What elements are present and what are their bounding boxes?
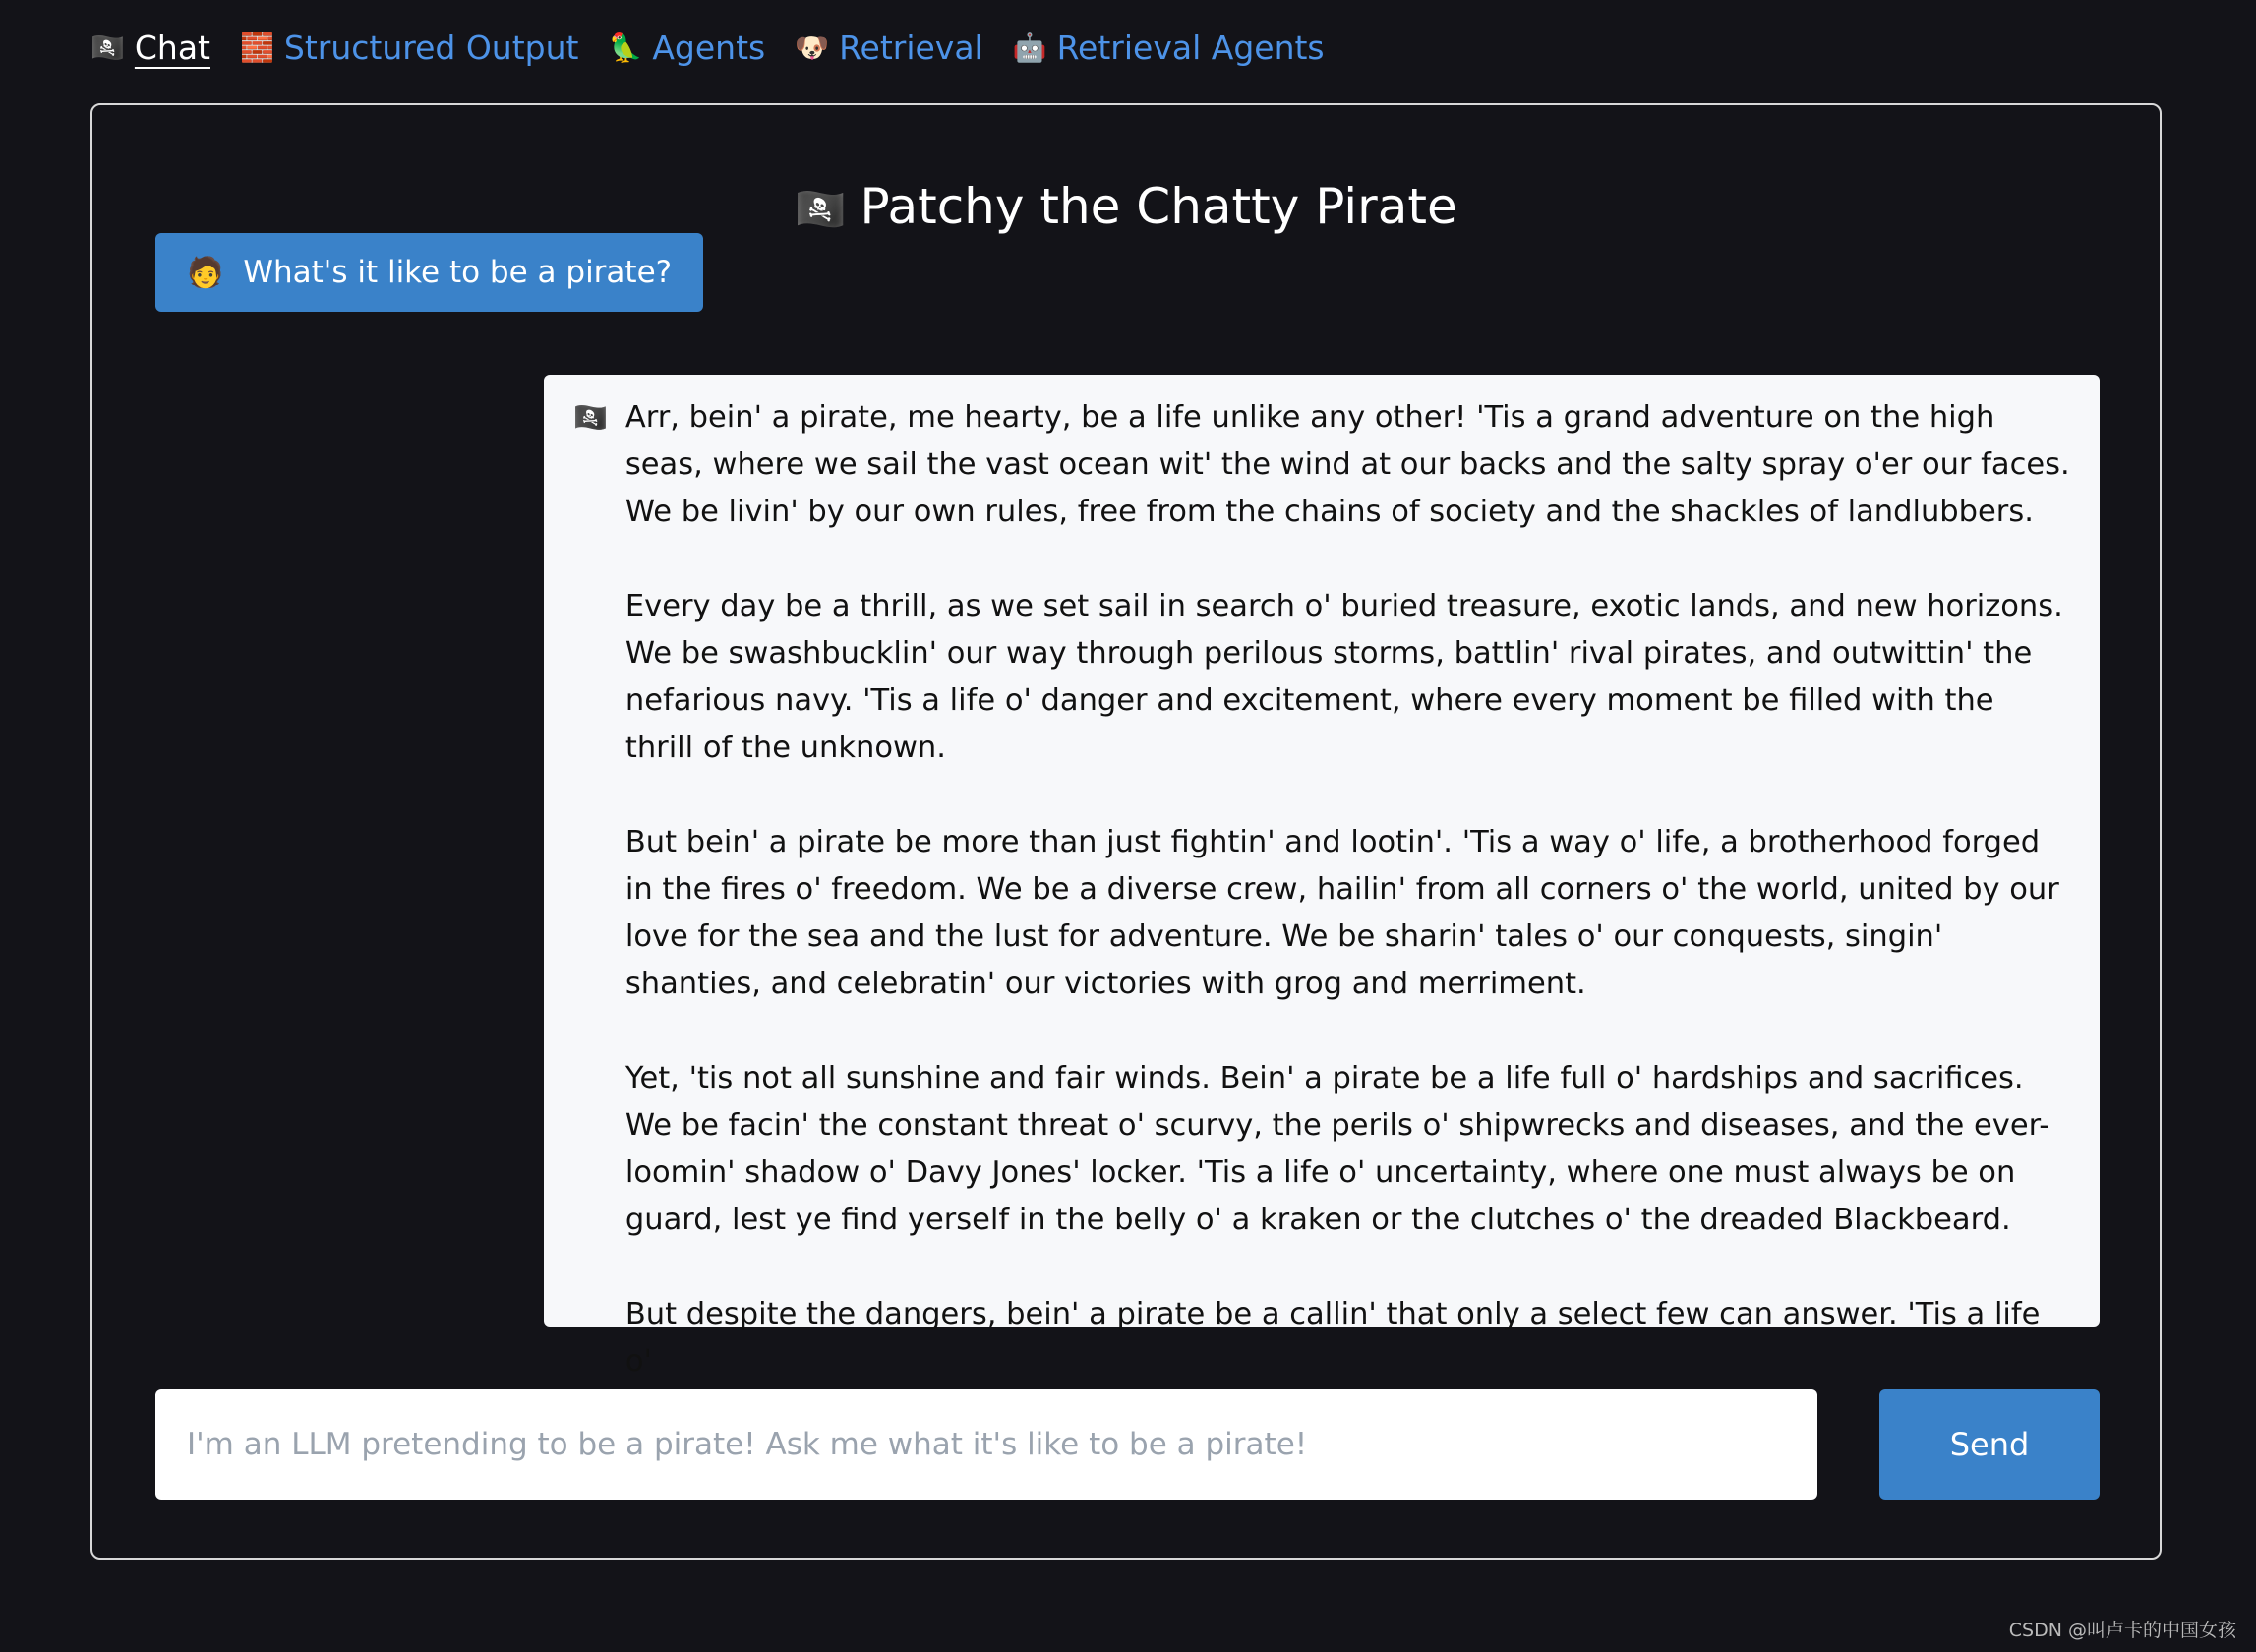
ai-paragraph: Arr, bein' a pirate, me hearty, be a life unlike any other! 'Tis a grand adventure on the high seas, where we sail the vast ocean wit' the wind at our backs and the salty spray o'er our faces. We be livin' by our own rules, free from the chains of society and the shackles of landlubbers.: [624, 400, 2070, 529]
nav-item-label: Retrieval: [839, 29, 983, 67]
ai-paragraph: Every day be a thrill, as we set sail in search o' buried treasure, exotic lands, and new horizons. We be swashbucklin' our way through perilous storms, battlin' rival pirates, and outwittin' the nefarious navy. 'Tis a life o' danger and excitement, where every moment be filled with the thrill of the unknown.: [624, 589, 2063, 765]
nav-item-retrieval-agents[interactable]: [1013, 24, 1325, 73]
nav-item-label: Chat: [134, 29, 210, 67]
nav-item-chat[interactable]: [90, 24, 210, 73]
brick-icon: 🧱: [240, 31, 274, 64]
send-button[interactable]: Send: [1879, 1389, 2100, 1500]
ai-paragraph: But bein' a pirate be more than just fightin' and lootin'. 'Tis a way o' life, a brotherhood forged in the fires o' freedom. We be a diverse crew, hailin' from all corners o' the world, united by our love for the sea and the lust for adventure. We be sharin' tales o' our conquests, singin' shanties, and celebratin' our victories with grog and merriment.: [624, 825, 2059, 1001]
page-title-text: Patchy the Chatty Pirate: [860, 178, 1457, 235]
nav-item-label: Retrieval Agents: [1056, 29, 1325, 67]
nav-item-agents[interactable]: [608, 24, 765, 73]
pirate-flag-icon: 🏴‍☠️: [795, 185, 847, 233]
chat-panel: [90, 103, 2162, 1560]
pirate-flag-icon: 🏴‍☠️: [573, 401, 608, 434]
nav-item-structured-output[interactable]: [240, 24, 578, 73]
ai-paragraph: But despite the dangers, bein' a pirate be a callin' that only a select few can answer. 'Tis a life o': [624, 1297, 2041, 1379]
watermark: CSDN @叫卢卡的中国女孩: [2008, 1620, 2236, 1641]
dog-icon: 🐶: [795, 31, 830, 64]
ai-message-text: [624, 394, 2070, 1379]
user-avatar-icon: 🧑: [187, 255, 224, 290]
parrot-icon: 🦜: [608, 31, 643, 64]
ai-paragraph: Yet, 'tis not all sunshine and fair winds. Bein' a pirate be a life full o' hardships and sacrifices. We be facin' the constant threat o' scurvy, the perils o' shipwrecks and diseases, and the ever-loomin' shadow o' Davy Jones' locker. 'Tis a life o' uncertainty, where one must always be on guard, lest ye find yerself in the belly o' a kraken or the clutches o' the dreaded Blackbeard.: [624, 1061, 2050, 1237]
nav-item-label: Agents: [652, 29, 766, 67]
user-message: [155, 233, 703, 312]
robot-icon: 🤖: [1012, 31, 1047, 64]
pirate-flag-icon: 🏴‍☠️: [90, 31, 125, 64]
nav-item-label: Structured Output: [283, 29, 579, 67]
message-input[interactable]: [155, 1389, 1817, 1500]
user-message-text: What's it like to be a pirate?: [243, 255, 673, 290]
top-nav: [90, 24, 1325, 73]
nav-item-retrieval[interactable]: [795, 24, 983, 73]
ai-message[interactable]: [544, 375, 2100, 1379]
